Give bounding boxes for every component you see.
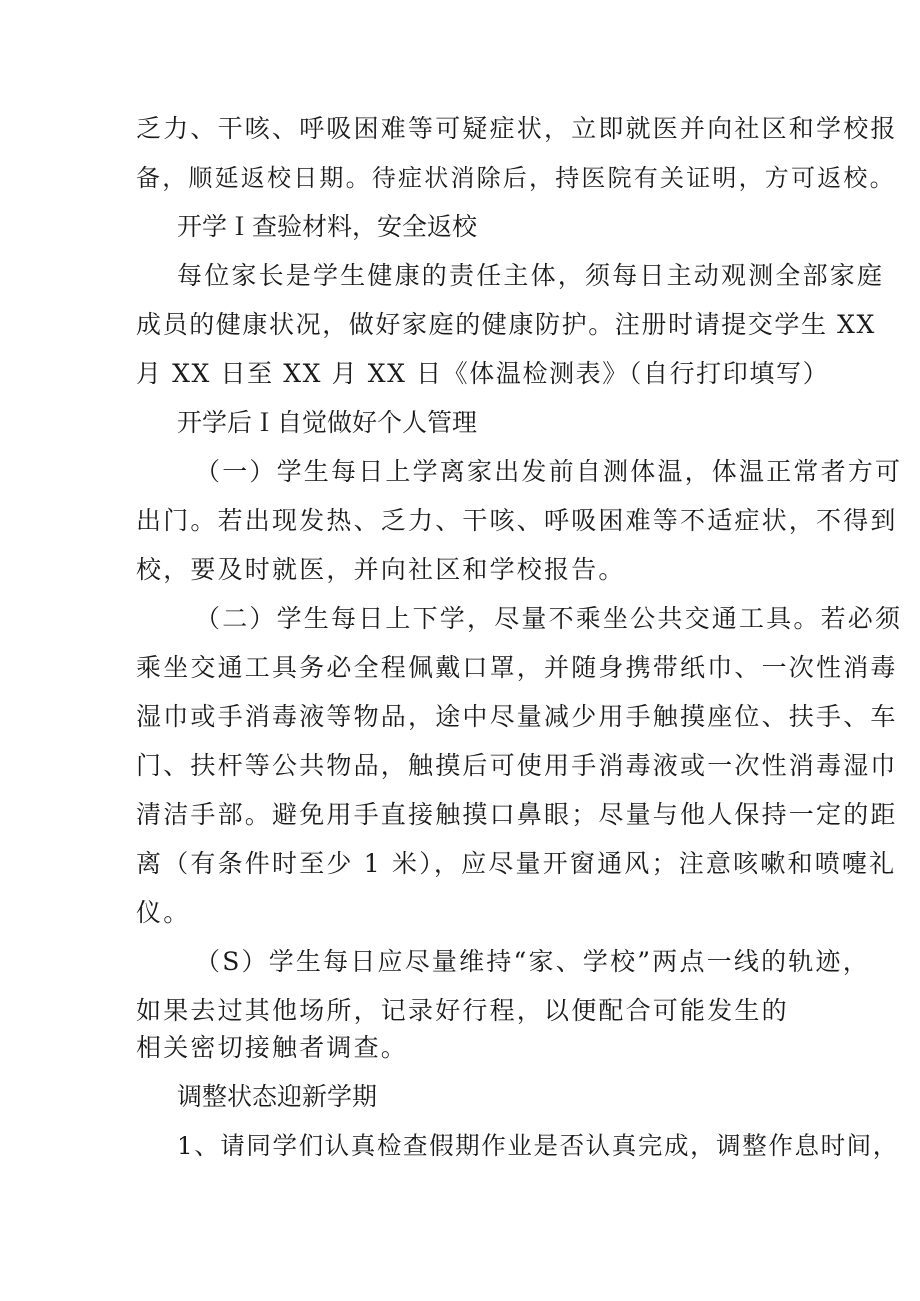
section-heading: 开学后Ｉ自觉做好个人管理 [177,408,478,437]
paragraph-line: 湿巾或手消毒液等物品，途中尽量减少用手触摸座位、扶手、车 [136,702,898,731]
paragraph-line: 每位家长是学生健康的责任主体，须每日主动观测全部家庭 [177,261,885,290]
paragraph-line: 相关密切接触者调查。 [136,1033,409,1062]
paragraph-line: （S）学生每日应尽量维持“家、学校”两点一线的轨迹， [195,947,870,976]
paragraph-line: 清洁手部。避免用手直接触摸口鼻眼；尽量与他人保持一定的距 [136,800,898,829]
paragraph-line: 门、扶杆等公共物品，触摸后可使用手消毒液或一次性消毒湿巾 [136,751,898,780]
paragraph-line: 乏力、干咳、呼吸困难等可疑症状，立即就医并向社区和学校报 [136,114,898,143]
paragraph-line: 1、请同学们认真检查假期作业是否认真完成，调整作息时间， [177,1131,899,1160]
paragraph-line: 出门。若出现发热、乏力、干咳、呼吸困难等不适症状，不得到 [136,506,898,535]
paragraph-line: （二）学生每日上下学，尽量不乘坐公共交通工具。若必须 [195,604,903,633]
section-heading: 开学Ｉ查验材料，安全返校 [177,212,478,241]
paragraph-line: 校，要及时就医，并向社区和学校报告。 [136,555,626,584]
paragraph-line: 成员的健康状况，做好家庭的健康防护。注册时请提交学生 XX [136,310,876,339]
paragraph-line: 月 XX 日至 XX 月 XX 日《体温检测表》（自行打印填写） [136,359,830,388]
paragraph-line: 乘坐交通工具务必全程佩戴口罩，并随身携带纸巾、一次性消毒 [136,653,898,682]
section-heading: 调整状态迎新学期 [177,1082,378,1111]
paragraph-line: 仪。 [136,898,191,927]
paragraph-line: 备，顺延返校日期。待症状消除后，持医院有关证明，方可返校。 [136,164,896,192]
paragraph-line: 离（有条件时至少 1 米），应尽量开窗通风；注意咳嗽和喷嚏礼 [136,849,897,878]
paragraph-line: （一）学生每日上学离家出发前自测体温，体温正常者方可 [195,457,903,486]
paragraph-line: 如果去过其他场所，记录好行程，以便配合可能发生的 [136,996,789,1025]
